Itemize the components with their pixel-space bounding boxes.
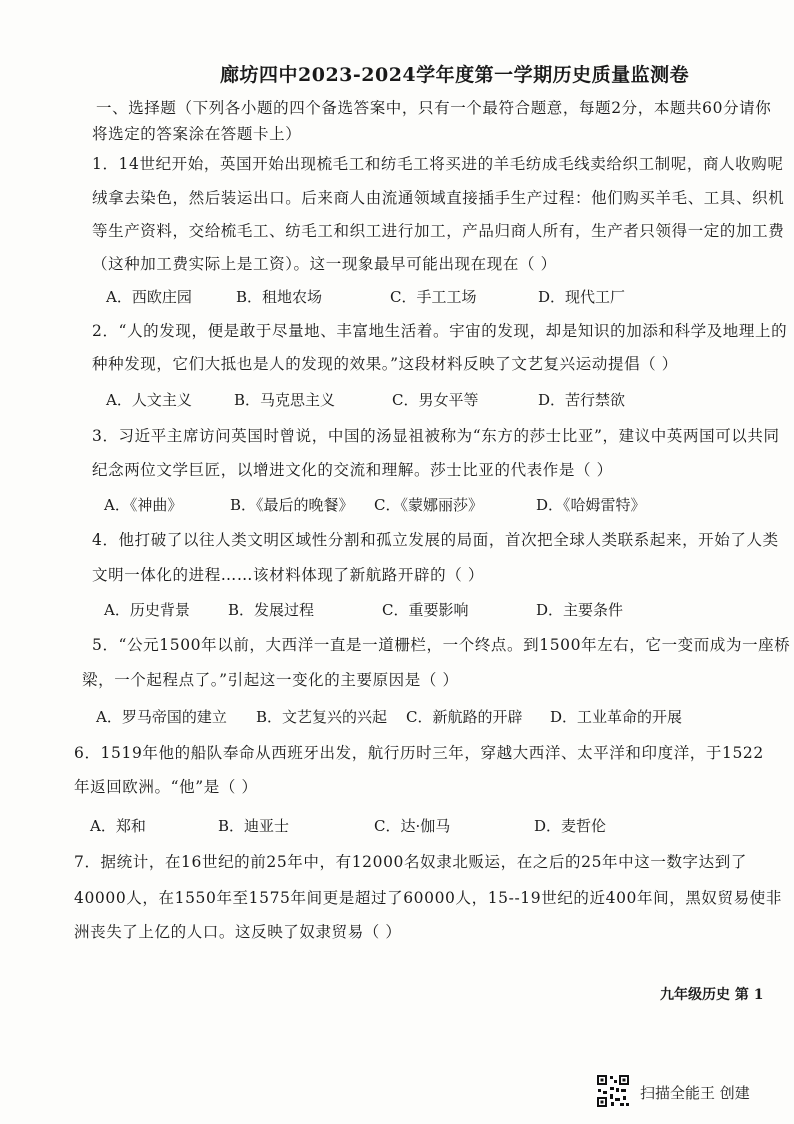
question-line: 3．习近平主席访问英国时曾说，中国的汤显祖被称为“东方的莎士比亚”，建议中英两国可以共同 bbox=[92, 427, 780, 445]
question-line: 2．“人的发现，便是敢于尽量地、丰富地生活着。宇宙的发现，却是知识的加添和科学及地理上的 bbox=[92, 322, 788, 340]
option-b[interactable]: B．文艺复兴的兴起 bbox=[256, 708, 388, 726]
option-d[interactable]: D．麦哲伦 bbox=[534, 817, 607, 835]
question-line: 1．14世纪开始，英国开始出现梳毛工和纺毛工将买进的羊毛纺成毛线卖给织工制呢，商人收购呢 bbox=[92, 155, 784, 173]
exam-title: 廊坊四中2023-2024学年度第一学期历史质量监测卷 bbox=[220, 64, 690, 86]
question-line: 6．1519年他的船队奉命从西班牙出发，航行历时三年，穿越大西洋、太平洋和印度洋，于1522 bbox=[74, 744, 764, 762]
question-line: 7．据统计，在16世纪的前25年中，有12000名奴隶北贩运，在之后的25年中这一数字达到了 bbox=[74, 853, 747, 871]
option-b[interactable]: B．租地农场 bbox=[236, 288, 323, 306]
option-d[interactable]: D．苦行禁欲 bbox=[538, 391, 626, 409]
option-a[interactable]: A．《神曲》 bbox=[104, 496, 183, 514]
section-heading: 一、选择题（下列各小题的四个备选答案中，只有一个最符合题意，每题2分，本题共60分请你 bbox=[96, 99, 772, 117]
option-b[interactable]: B．《最后的晚餐》 bbox=[230, 496, 354, 514]
page-footer: 九年级历史 第 1 bbox=[660, 987, 764, 1003]
question-line: 4．他打破了以往人类文明区域性分割和孤立发展的局面，首次把全球人类联系起来，开始了人类 bbox=[92, 531, 779, 549]
option-a[interactable]: A．罗马帝国的建立 bbox=[96, 708, 227, 726]
option-c[interactable]: C．重要影响 bbox=[382, 601, 469, 619]
option-c[interactable]: C．手工工场 bbox=[390, 288, 477, 306]
question-line: 40000人，在1550年至1575年间更是超过了60000人，15--19世纪的近400年间，黑奴贸易使非 bbox=[74, 889, 782, 907]
question-line: 梁，一个起程点了。”引起这一变化的主要原因是（ ） bbox=[82, 671, 459, 689]
option-c[interactable]: C．新航路的开辟 bbox=[406, 708, 523, 726]
question-line: 5．“公元1500年以前，大西洋一直是一道栅栏，一个终点。到1500年左右，它一变而成为一座桥 bbox=[92, 636, 791, 654]
option-c[interactable]: C．达·伽马 bbox=[374, 817, 451, 835]
option-a[interactable]: A．郑和 bbox=[90, 817, 146, 835]
question-line: 文明一体化的进程……该材料体现了新航路开辟的（ ） bbox=[92, 566, 484, 584]
question-line: 年返回欧洲。“他”是（ ） bbox=[74, 778, 258, 796]
option-a[interactable]: A．历史背景 bbox=[104, 601, 190, 619]
question-line: 纪念两位文学巨匠，以增进文化的交流和理解。莎士比亚的代表作是（ ） bbox=[92, 461, 613, 479]
option-b[interactable]: B．马克思主义 bbox=[234, 391, 336, 409]
option-a[interactable]: A．西欧庄园 bbox=[106, 288, 192, 306]
option-d[interactable]: D．工业革命的开展 bbox=[550, 708, 683, 726]
option-c[interactable]: C．《蒙娜丽莎》 bbox=[374, 496, 483, 514]
option-d[interactable]: D．现代工厂 bbox=[538, 288, 626, 306]
question-line: （这种加工费实际上是工资）。这一现象最早可能出现在现在（ ） bbox=[92, 255, 557, 273]
qr-code-icon bbox=[596, 1074, 630, 1108]
option-c[interactable]: C．男女平等 bbox=[392, 391, 479, 409]
option-d[interactable]: D．《哈姆雷特》 bbox=[536, 496, 646, 514]
question-line: 绒拿去染色，然后装运出口。后来商人由流通领域直接插手生产过程：他们购买羊毛、工具、织机 bbox=[92, 189, 785, 207]
option-b[interactable]: B．迪亚士 bbox=[218, 817, 290, 835]
question-line: 种种发现，它们大抵也是人的发现的效果。”这段材料反映了文艺复兴运动提倡（ ） bbox=[92, 355, 678, 373]
option-b[interactable]: B．发展过程 bbox=[228, 601, 315, 619]
scanner-watermark: 扫描全能王 创建 bbox=[640, 1084, 750, 1102]
option-d[interactable]: D．主要条件 bbox=[536, 601, 624, 619]
question-line: 洲丧失了上亿的人口。这反映了奴隶贸易（ ） bbox=[74, 923, 402, 941]
option-a[interactable]: A．人文主义 bbox=[106, 391, 192, 409]
section-heading-cont: 将选定的答案涂在答题卡上） bbox=[92, 125, 302, 143]
question-line: 等生产资料，交给梳毛工、纺毛工和织工进行加工，产品归商人所有，生产者只领得一定的加工费 bbox=[92, 222, 785, 240]
